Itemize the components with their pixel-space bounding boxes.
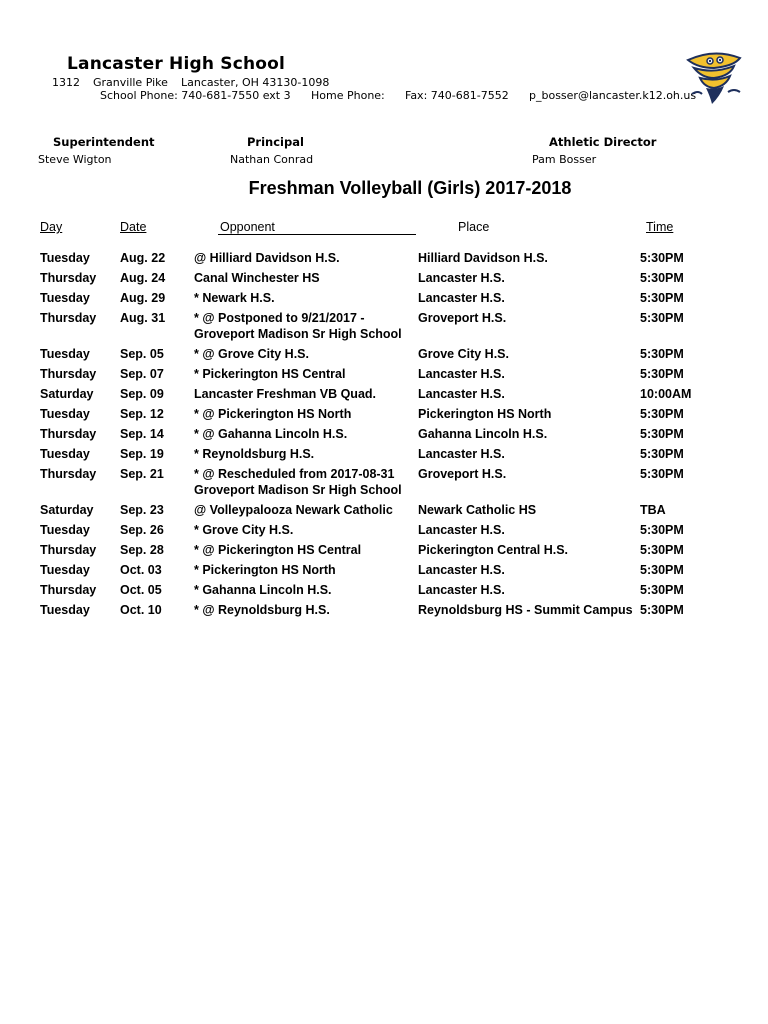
cell-date: Sep. 07 (120, 367, 164, 381)
cell-place: Hilliard Davidson H.S. (418, 251, 548, 265)
cell-date: Sep. 26 (120, 523, 164, 537)
athletic-director-name: Pam Bosser (532, 153, 597, 166)
cell-time: 5:30PM (640, 427, 684, 441)
cell-time: TBA (640, 503, 666, 517)
cell-time: 5:30PM (640, 523, 684, 537)
cell-place: Lancaster H.S. (418, 367, 505, 381)
table-row (40, 308, 740, 344)
school-name: Lancaster High School (67, 54, 286, 74)
cell-opponent: * @ Reynoldsburg H.S. (194, 603, 330, 617)
table-row (40, 268, 740, 288)
cell-opponent: @ Volleypalooza Newark Catholic (194, 503, 393, 517)
cell-opponent: @ Hilliard Davidson H.S. (194, 251, 340, 265)
cell-day: Tuesday (40, 603, 90, 617)
superintendent-label: Superintendent (53, 135, 155, 149)
cell-time: 5:30PM (640, 407, 684, 421)
cell-day: Tuesday (40, 523, 90, 537)
school-phone: School Phone: 740-681-7550 ext 3 (100, 89, 291, 102)
address-street: Granville Pike (93, 76, 168, 89)
cell-opponent: * @ Rescheduled from 2017-08-31 Groveport Madison Sr High School (194, 467, 402, 497)
cell-place: Groveport H.S. (418, 311, 507, 325)
cell-opponent: * Reynoldsburg H.S. (194, 447, 315, 461)
athletic-director-label: Athletic Director (549, 135, 657, 149)
cell-opponent: * Pickerington HS Central (194, 367, 346, 381)
cell-time: 5:30PM (640, 563, 684, 577)
table-row (40, 444, 740, 464)
address-city-zip: Lancaster, OH 43130-1098 (181, 76, 330, 89)
cell-time: 5:30PM (640, 467, 684, 481)
cell-day: Saturday (40, 503, 94, 517)
superintendent-name: Steve Wigton (38, 153, 112, 166)
cell-place: Lancaster H.S. (418, 583, 505, 597)
cell-place: Pickerington HS North (418, 407, 552, 421)
cell-day: Tuesday (40, 447, 90, 461)
table-row (40, 560, 740, 580)
cell-place: Groveport H.S. (418, 467, 507, 481)
cell-opponent: * Pickerington HS North (194, 563, 336, 577)
cell-place: Reynoldsburg HS - Summit Campus (418, 603, 633, 617)
column-header-date: Date (120, 220, 147, 234)
column-header-time: Time (646, 220, 674, 234)
cell-place: Lancaster H.S. (418, 563, 505, 577)
cell-day: Tuesday (40, 291, 90, 305)
cell-date: Aug. 31 (120, 311, 166, 325)
table-row (40, 500, 740, 520)
cell-date: Oct. 10 (120, 603, 162, 617)
cell-opponent: * @ Pickerington HS North (194, 407, 352, 421)
cell-opponent: * @ Gahanna Lincoln H.S. (194, 427, 348, 441)
cell-place: Grove City H.S. (418, 347, 509, 361)
cell-time: 10:00AM (640, 387, 692, 401)
cell-date: Aug. 24 (120, 271, 166, 285)
cell-place: Lancaster H.S. (418, 447, 505, 461)
cell-opponent: * Grove City H.S. (194, 523, 294, 537)
home-phone: Home Phone: (311, 89, 385, 102)
tornado-mascot-icon (684, 50, 744, 106)
table-row (40, 580, 740, 600)
cell-day: Tuesday (40, 563, 90, 577)
cell-time: 5:30PM (640, 583, 684, 597)
cell-date: Sep. 28 (120, 543, 164, 557)
table-row (40, 424, 740, 444)
principal-label: Principal (247, 135, 304, 149)
table-row (40, 540, 740, 560)
schedule-title: Freshman Volleyball (Girls) 2017-2018 (248, 178, 572, 198)
column-header-day: Day (40, 220, 63, 234)
cell-date: Sep. 19 (120, 447, 164, 461)
cell-date: Sep. 05 (120, 347, 164, 361)
table-row (40, 464, 740, 500)
email-address: p_bosser@lancaster.k12.oh.us (529, 89, 697, 102)
cell-time: 5:30PM (640, 367, 684, 381)
cell-day: Tuesday (40, 347, 90, 361)
cell-day: Thursday (40, 311, 97, 325)
cell-date: Sep. 09 (120, 387, 164, 401)
cell-place: Lancaster H.S. (418, 523, 505, 537)
cell-day: Thursday (40, 271, 97, 285)
cell-time: 5:30PM (640, 291, 684, 305)
column-header-place: Place (458, 220, 490, 234)
table-row (40, 288, 740, 308)
cell-place: Lancaster H.S. (418, 387, 505, 401)
table-row (40, 520, 740, 540)
cell-date: Sep. 23 (120, 503, 164, 517)
cell-place: Newark Catholic HS (418, 503, 537, 517)
cell-place: Gahanna Lincoln H.S. (418, 427, 548, 441)
table-row (40, 248, 740, 268)
cell-time: 5:30PM (640, 603, 684, 617)
table-row (40, 600, 740, 620)
address-street-number: 1312 (52, 76, 80, 89)
cell-date: Oct. 03 (120, 563, 162, 577)
fax-number: Fax: 740-681-7552 (405, 89, 509, 102)
cell-date: Oct. 05 (120, 583, 162, 597)
cell-date: Sep. 14 (120, 427, 164, 441)
cell-opponent: * Newark H.S. (194, 291, 275, 305)
table-row (40, 344, 740, 364)
cell-opponent: Lancaster Freshman VB Quad. (194, 387, 377, 401)
principal-name: Nathan Conrad (230, 153, 314, 166)
cell-opponent: * @ Grove City H.S. (194, 347, 309, 361)
column-header-opponent: Opponent (220, 220, 275, 234)
cell-time: 5:30PM (640, 311, 684, 325)
cell-date: Aug. 22 (120, 251, 166, 265)
cell-date: Sep. 21 (120, 467, 164, 481)
cell-date: Aug. 29 (120, 291, 166, 305)
cell-day: Thursday (40, 427, 97, 441)
schedule-table (40, 248, 740, 620)
cell-time: 5:30PM (640, 271, 684, 285)
cell-opponent: Canal Winchester HS (194, 271, 320, 285)
cell-place: Pickerington Central H.S. (418, 543, 569, 557)
table-row (40, 404, 740, 424)
cell-place: Lancaster H.S. (418, 291, 505, 305)
cell-opponent: * @ Pickerington HS Central (194, 543, 362, 557)
table-row (40, 364, 740, 384)
opponent-header-underline (218, 234, 416, 235)
cell-place: Lancaster H.S. (418, 271, 505, 285)
cell-day: Thursday (40, 367, 97, 381)
cell-day: Tuesday (40, 407, 90, 421)
cell-time: 5:30PM (640, 251, 684, 265)
cell-time: 5:30PM (640, 447, 684, 461)
cell-opponent: * @ Postponed to 9/21/2017 - Groveport Madison Sr High School (194, 311, 402, 341)
cell-day: Tuesday (40, 251, 90, 265)
table-row (40, 384, 740, 404)
cell-date: Sep. 12 (120, 407, 164, 421)
cell-day: Thursday (40, 543, 97, 557)
cell-day: Thursday (40, 467, 97, 481)
cell-day: Saturday (40, 387, 94, 401)
cell-time: 5:30PM (640, 347, 684, 361)
cell-day: Thursday (40, 583, 97, 597)
cell-opponent: * Gahanna Lincoln H.S. (194, 583, 332, 597)
cell-time: 5:30PM (640, 543, 684, 557)
